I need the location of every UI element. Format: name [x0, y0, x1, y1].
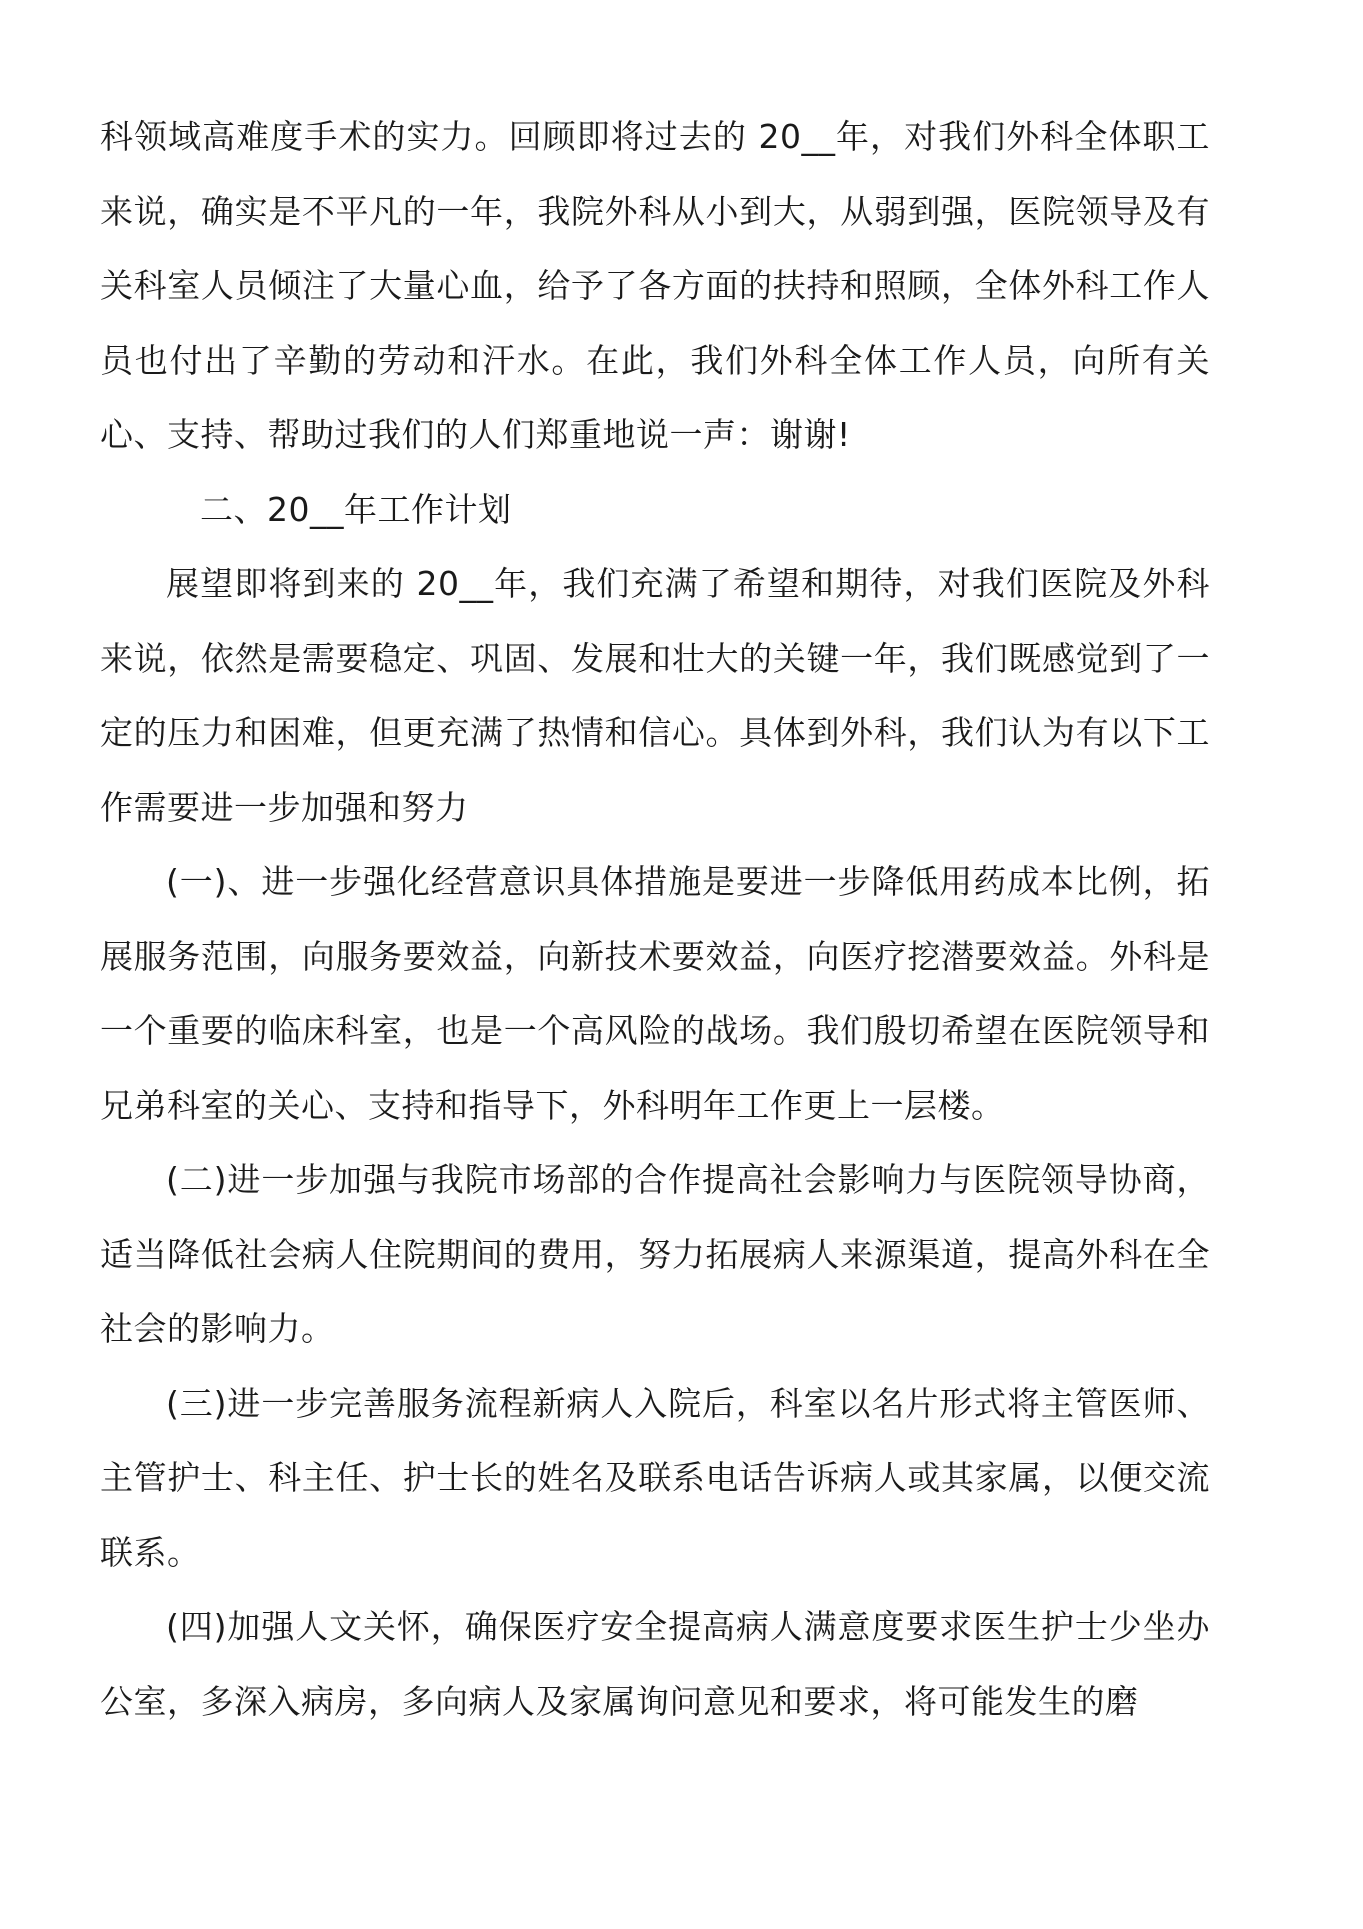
paragraph-outlook: 展望即将到来的 20__年，我们充满了希望和期待，对我们医院及外科来说，依然是需要稳定、巩固、发展和壮大的关键一年，我们既感觉到了一定的压力和困难，但更充满了热情和信心。具体到外科，我们认为有以下工作需要进一步加强和努力 — [100, 564, 1210, 827]
paragraph-plan-item-2: (二)进一步加强与我院市场部的合作提高社会影响力与医院领导协商，适当降低社会病人住院期间的费用，努力拓展病人来源渠道，提高外科在全社会的影响力。 — [100, 1160, 1210, 1348]
paragraph-plan-item-4: (四)加强人文关怀，确保医疗安全提高病人满意度要求医生护士少坐办公室，多深入病房，多向病人及家属询问意见和要求，将可能发生的磨 — [100, 1607, 1210, 1721]
paragraph-review-summary: 科领域高难度手术的实力。回顾即将过去的 20__年，对我们外科全体职工来说，确实是不平凡的一年，我院外科从小到大，从弱到强，医院领导及有关科室人员倾注了大量心血，给予了各方面的扶持和照顾，全体外科工作人员也付出了辛勤的劳动和汗水。在此，我们外科全体工作人员，向所有关心、支持、帮助过我们的人们郑重地说一声：谢谢! — [100, 117, 1210, 454]
paragraph-plan-item-3: (三)进一步完善服务流程新病人入院后，科室以名片形式将主管医师、主管护士、科主任、护士长的姓名及联系电话告诉病人或其家属，以便交流联系。 — [100, 1383, 1210, 1572]
paragraph-plan-item-1: (一)、进一步强化经营意识具体措施是要进一步降低用药成本比例，拓展服务范围，向服务要效益，向新技术要效益，向医疗挖潜要效益。外科是一个重要的临床科室，也是一个高风险的战场。我们殷切希望在医院领导和兄弟科室的关心、支持和指导下，外科明年工作更上一层楼。 — [100, 862, 1210, 1125]
document-body — [100, 100, 1210, 1739]
section-heading-work-plan: 二、20__年工作计划 — [200, 489, 512, 529]
